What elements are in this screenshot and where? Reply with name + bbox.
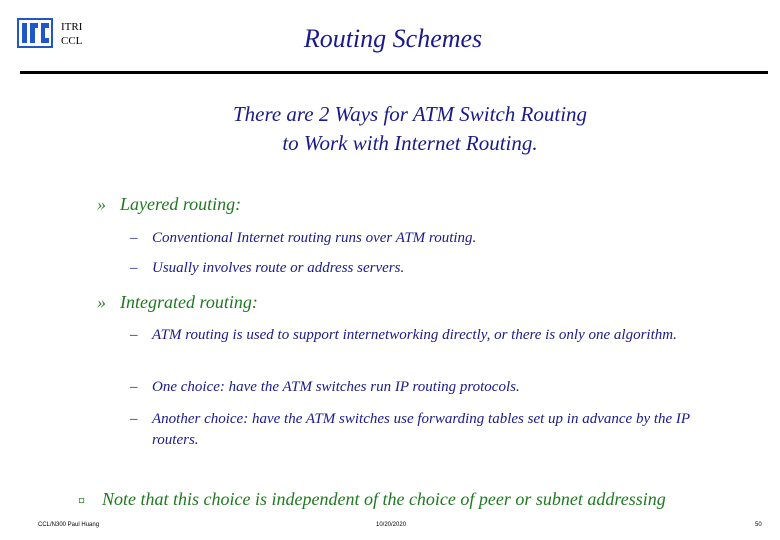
section-label: Integrated routing: [120, 292, 258, 312]
header-divider [20, 71, 768, 74]
list-item-text: One choice: have the ATM switches run IP routing protocols. [152, 379, 520, 395]
heading-line-2: to Work with Internet Routing. [282, 131, 538, 155]
section-integrated [97, 292, 258, 313]
list-item-text: Conventional Internet routing runs over ATM routing. [152, 230, 477, 246]
slide-heading [120, 100, 700, 158]
heading-line-1: There are 2 Ways for ATM Switch Routing [232, 102, 588, 126]
list-item-text: Usually involves route or address servers. [152, 260, 405, 276]
dash-marker: – [130, 260, 138, 276]
list-item [130, 228, 720, 249]
footer-date: 10/20/2020 [376, 522, 407, 528]
footer-author: CCL/N300 Paul Huang [38, 522, 100, 528]
list-item-text: ATM routing is used to support internetworking directly, or there is only one algorithm. [152, 327, 677, 343]
dash-marker: – [130, 230, 138, 246]
footnote-text: Note that this choice is independent of the choice of peer or subnet addressing [102, 489, 666, 509]
footer-page-number: 50 [755, 522, 762, 528]
dash-marker: – [130, 379, 138, 395]
list-item [130, 377, 720, 398]
note-bullet-icon: ¤ [78, 494, 85, 509]
dash-marker: – [130, 327, 138, 343]
list-item-text: Another choice: have the ATM switches use forwarding tables set up in advance by the IP routers. [152, 411, 690, 448]
list-item [130, 258, 720, 279]
dash-marker: – [130, 411, 138, 427]
org-line-1: ITRI [61, 21, 83, 33]
bullet-marker: » [97, 292, 106, 312]
slide-title [0, 24, 780, 54]
section-label: Layered routing: [120, 194, 242, 214]
org-line-2: CCL [61, 35, 83, 47]
list-item [130, 325, 720, 346]
bullet-marker: » [97, 194, 106, 214]
list-item [130, 409, 690, 451]
slide-title-text: Routing Schemes [303, 24, 483, 53]
section-layered [97, 194, 241, 215]
footnote [78, 489, 666, 510]
